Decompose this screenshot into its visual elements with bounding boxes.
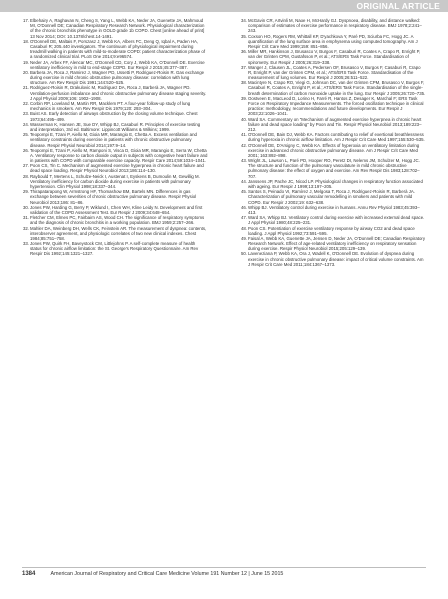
reference-item: [240, 132, 426, 142]
reference-item: [22, 215, 208, 225]
reference-text: Fletcher CM, Elmes PC, Fairbairn AS, Wood CH. The significance of respiratory symptoms and the diagnosis of chronic bronchitis in a working population. BMJ 1959;2:257–266.: [30, 215, 205, 226]
reference-text: Raybould T, Mertens L, Schulze-Neick I, Austenat I, Eyskens B, Dumoulin M, Gewillig M. Ventilatory inefficiency for carbon dioxide during exercise in patients with pulmonary hypertension. Clin Physiol 1998;18:337–344.: [30, 173, 200, 189]
reference-item: [240, 117, 426, 133]
reference-text: Coxson HO, Rogers RM, Whittall KP, D'yachkova Y, Paré PD, Sciurba FC, Hogg JC. A quantification of the lung surface area in emphysema using computed tomography. Am J Respir Crit Care Med 1999;159: 851–856.: [248, 33, 418, 49]
reference-text: Poon CS, Tin C. Mechanism of augmented exercise hyperpnea in chronic heart failure and dead space loading. Respir Physiol Neurobiol 2013;186:114–130.: [30, 163, 204, 174]
references-column-right: [240, 18, 426, 566]
reference-number: 41.: [240, 132, 247, 138]
reference-item: [240, 179, 426, 189]
reference-item: [240, 49, 426, 65]
reference-item: [22, 241, 208, 257]
reference-text: Jones PW, Quirk FH, Baveystock CM, Littlejohns P. A self-complete measure of health status for chronic airflow limitation: the St. George's Respiratory Questionnaire. Am Rev Respir Dis 1992;145:1321–1327.: [30, 241, 199, 257]
reference-number: 39.: [240, 95, 247, 101]
reference-item: [22, 39, 208, 60]
reference-item: [240, 143, 426, 159]
reference-item: [240, 18, 426, 34]
reference-item: [240, 236, 426, 252]
reference-text: Santos S, Peinado VI, Ramírez J, Melgosa T, Roca J, Rodriguez-Roisin R, Barberà JA. Characterization of pulmonary vascular remodelling in smokers and patients with mild COPD. Eur Respir J 2002;19: 632–638.: [248, 189, 415, 205]
reference-item: [22, 122, 208, 132]
reference-number: 43.: [240, 158, 247, 164]
footer-rule: [22, 567, 426, 568]
reference-item: [240, 251, 426, 267]
reference-text: Ward SA, Whipp BJ. Ventilatory control during exercise with increased external dead space. J Appl Physiol 1980;48:225–231.: [248, 215, 425, 226]
reference-number: 42.: [240, 142, 247, 148]
reference-text: Teopompi E, Tzani P, Aiello M, Gioia MR, Marangio E, Chetta A. Excess ventilation and ventilatory constraints during exercise in patients with chronic obstructive pulmonary disease. Respir Physiol Neurobiol 2014;197:9–14.: [30, 132, 197, 148]
reference-item: [22, 18, 208, 39]
reference-text: Barbera JA, Roca J, Ramirez J, Wagner PD, Ussetti P, Rodriguez-Roisin R. Gas exchange during exercise in mild chronic obstructive pulmonary disease: correlation with lung structure. Am Rev Respir Dis 1991;144:520–525.: [30, 69, 205, 86]
reference-number: 47.: [240, 215, 247, 221]
reference-number: 26.: [22, 147, 29, 153]
reference-item: [22, 148, 208, 164]
reference-number: 23.: [22, 111, 29, 117]
page-number: 1384: [22, 571, 36, 577]
reference-item: [240, 96, 426, 117]
reference-number: 31.: [22, 215, 29, 221]
reference-number: 36.: [240, 49, 247, 55]
reference-number: 30.: [22, 204, 29, 210]
reference-item: [22, 174, 208, 190]
reference-text: Rodriguez-Roisin R, Drakulovic M, Rodriguez DA, Roca J, Barberà JA, Wagner PD. Ventilation-perfusion imbalance and chronic obstructive pulmonary disease staging severity. J Appl Physiol 2009;106: 1902–1908.: [30, 85, 207, 101]
reference-item: [22, 101, 208, 111]
reference-item: [22, 132, 208, 148]
reference-number: 17.: [22, 18, 29, 23]
reference-text: Mahler DA, Weinberg DH, Wells CK, Feinstein AR. The measurement of dyspnea: contents, interobserver agreement, and physiologic correlates of two new clinical indexes. Chest 1984;85:751–758.: [30, 225, 207, 241]
reference-item: [240, 189, 426, 205]
reference-item: [22, 226, 208, 242]
reference-text: Ward SA. Commentary on "Mechanism of augmented exercise hyperpnea in chronic heart failure and dead space loading" by Poon and Tin. Respir Physiol Neurobiol 2013;189:223–212.: [248, 116, 422, 132]
reference-number: 28.: [22, 173, 29, 179]
reference-item: [240, 34, 426, 50]
reference-number: 18.: [22, 38, 29, 44]
reference-number: 44.: [240, 178, 247, 184]
reference-number: 32.: [22, 225, 29, 231]
reference-item: [240, 158, 426, 179]
reference-text: O'Donnell DE, Bain DJ, Webb KA. Factors contributing to relief of exertional breathlessness during hyperoxia in chronic airflow limitation. Am J Respir Crit Care Med 1997;155:530–535.: [248, 132, 425, 143]
reference-text: Janssens JP, Pache JC, Nicod LP. Physiological changes in respiratory function associated with ageing. Eur Respir J 1999;13:197–205.: [248, 178, 423, 189]
reference-text: Teopompi E, Tzani P, Aiello M, Ramponi S, Visca D, Gioia MR, Marangio E, Serra W, Chetta A. Ventilatory response to carbon dioxide output in subjects with congestive heart failure and in patients with COPD with comparable exercise capacity. Respir Care 2014;59:1034–1041.: [30, 147, 208, 164]
reference-number: 22.: [22, 101, 29, 106]
reference-number: 50.: [240, 251, 247, 257]
reference-item: [240, 215, 426, 225]
reference-text: Poon CS. Potentiation of exercise ventilatory response by airway CO2 and dead space loading. J Appl Physiol 1992;73:591–595.: [248, 225, 415, 236]
reference-number: 21.: [22, 85, 29, 91]
reference-text: Wanger J, Clausen JL, Coates A, Pedersen OF, Brusasco V, Burgos F, Casaburi R, Crapo R, Enright P, van der Grinten CPM, et al.; ATS/ERS Task Force. Standardisation of the measurement of lung volumes. Eur Respir J 2005;26:511–522.: [248, 64, 421, 81]
reference-number: 49.: [240, 235, 247, 241]
header-band: [0, 0, 448, 12]
references-column-left: [22, 18, 208, 566]
reference-item: [22, 205, 208, 215]
reference-item: [22, 189, 208, 205]
reference-item: [22, 70, 208, 86]
reference-number: 45.: [240, 189, 247, 195]
journal-citation: American Journal of Respiratory and Critical Care Medicine Volume 191 Number 12 | June 15 2015: [50, 571, 284, 577]
section-label: ORIGINAL ARTICLE: [356, 1, 440, 11]
reference-number: 46.: [240, 204, 247, 210]
reference-number: 37.: [240, 64, 247, 70]
reference-text: Wright JL, Lawson L, Paré PD, Hooper RO, Peretz DI, Nelems JM, Schulzer M, Hogg JC. The structure and function of the pulmonary vasculature in mild chronic obstructive pulmonary disease: the effect of oxygen and exercise. Am Rev Respir Dis 1983;128:702–707.: [248, 158, 420, 179]
reference-text: Buist AS. Early detection of airways obstruction by the closing volume technique. Chest 1973;64:495–499.: [30, 111, 198, 122]
reference-item: [22, 111, 208, 121]
reference-item: [240, 205, 426, 215]
reference-text: Neder JA, Arbex FF, Alencar MC, O'Donnell CD, Cory J, Webb KA, O'Donnell DE. Exercise ventilatory inefficiency in mild to end-stage COPD. Eur Respir J 2015;45:377–387.: [30, 59, 205, 70]
reference-text: O'Donnell DE, D'Arsigny C, Webb KA. Effects of hyperoxia on ventilatory limitation during exercise in advanced chronic obstructive pulmonary disease. Am J Respir Crit Care Med 2001; 163:892–898.: [248, 142, 420, 158]
page-footer: [22, 569, 426, 579]
reference-text: Whipp BJ. Ventilatory control during exercise in humans. Annu Rev Physiol 1983;45:393–413.: [248, 204, 420, 215]
reference-item: [22, 85, 208, 101]
reference-text: Jones PW, Harding G, Berry P, Wiklund I, Chen WH, Kline Leidy N. Development and first validation of the COPD Assessment Test. Eur Respir J 2009;34:648–654.: [30, 204, 203, 215]
reference-text: Elbehairy A, Raghavan N, Cheng S, Yang L, Webb KA, Neder JA, Guenette JA, Mahmoud MI, O'Donnell DE; Canadian Respiratory Research Network. Physiological characterization of the chronic bronchitis phenotype in GOLD grade 1b COPD. Chest [online ahead of print] 13 Nov 2014; DOI: 10.1378/chest.14-1491.: [30, 18, 205, 39]
reference-text: Wasserman K, Hansen JE, Sue DY, Whipp BJ, Casaburi R. Principles of exercise testing and interpretation, 3rd ed. Baltimore: Lippincott Williams & Wilkins; 1999.: [30, 121, 201, 132]
reference-number: 19.: [22, 59, 29, 65]
reference-number: 27.: [22, 163, 29, 169]
reference-number: 40.: [240, 116, 247, 122]
reference-item: [240, 80, 426, 96]
reference-number: 35.: [240, 33, 247, 39]
reference-text: Faisal A, Webb KA, Guenette JA, Jensen D, Neder JA, O'Donnell DE; Canadian Respiratory Research Network. Effect of age-related ventilatory inefficiency on respiratory sensation during exercise. Respir Physiol Neurobiol 2015;205:129–139.: [248, 235, 425, 252]
reference-number: 48.: [240, 225, 247, 231]
reference-number: 24.: [22, 121, 29, 127]
reference-text: McGavin CR, Artvinli M, Naoe H, McHardy GJ. Dyspnoea, disability, and distance walked: comparison of estimates of exercise performance in respiratory disease. BMJ 1978;2:241–243.: [248, 18, 422, 34]
reference-text: Thirapatarapong W, Armstrong HF, Thomashow BM, Bartels MN. Differences in gas exchange between severities of chronic obstructive pulmonary disease. Respir Physiol Neurobiol 2013;186: 81–86.: [30, 189, 197, 205]
reference-text: Macintyre N, Crapo RO, Viegi G, Johnson DC, van der Grinten CPM, Brusasco V, Burgos F, Casaburi R, Coates A, Enright P, et al.; ATS/ERS Task Force. Standardisation of the single-breath determination of carbon monoxide uptake in the lung. Eur Respir J 2005;26:720–735.: [248, 80, 426, 96]
reference-number: 34.: [240, 18, 247, 23]
reference-item: [22, 163, 208, 173]
reference-number: 20.: [22, 69, 29, 75]
reference-text: O'Donnell DE, Maltais F, Porszasz J, Webb KA, Albers FC, Deng Q, Iqbal A, Paden HA, Casaburi R; 205.440 investigators. The continuum of physiological impairment during treadmill walking in patients with mild-to-moderate COPD: patient characterization phase of a randomized clinical trial. PLoS One 2014;9:e96574.: [30, 38, 206, 60]
reference-text: Oostveen E, MacLeod D, Lorino H, Farré R, Hantos Z, Desager K, Marchal F; ERS Task Force on Respiratory Impedance Measurements. The forced oscillation technique in clinical practice: methodology, recommendations and future developments. Eur Respir J 2003;22:1026–1041.: [248, 95, 424, 117]
reference-number: 38.: [240, 80, 247, 86]
reference-text: Corbin RP, Loveland M, Martin RR, Macklem PT. A four-year follow-up study of lung mechanics in smokers. Am Rev Respir Dis 1979;120: 293–304.: [30, 101, 191, 112]
reference-text: Laveneziana P, Webb KA, Ora J, Wadell K, O'Donnell DE. Evolution of dyspnea during exercise in chronic obstructive pulmonary disease: impact of critical volume constraints. Am J Respir Crit Care Med 2011;184:1367–1373.: [248, 251, 424, 267]
reference-item: [240, 65, 426, 81]
reference-item: [240, 226, 426, 236]
reference-item: [22, 60, 208, 70]
reference-number: 29.: [22, 189, 29, 195]
reference-number: 33.: [22, 241, 29, 247]
reference-text: Miller MR, Hankinson J, Brusasco V, Burgos F, Casaburi R, Coates A, Crapo R, Enright P, van der Grinten CPM, Gustafsson P, et al.; ATS/ERS Task Force. Standardisation of spirometry. Eur Respir J 2005;26:319–338.: [248, 49, 421, 65]
reference-number: 25.: [22, 132, 29, 138]
